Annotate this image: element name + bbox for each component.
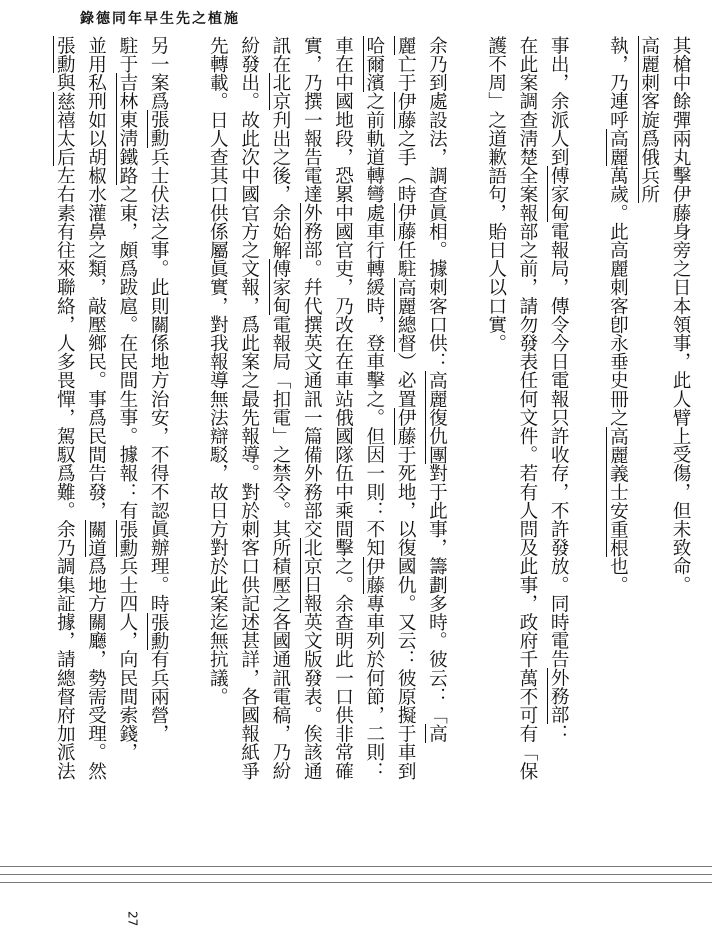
text-column: [633, 36, 664, 922]
proper-noun: 傅家甸: [269, 259, 291, 316]
proper-noun: 高麗復仇團: [426, 370, 448, 464]
proper-noun: 外務部: [301, 203, 323, 260]
text-column: 其槍中餘彈兩丸擊伊藤身旁之日本領事，此人臂上受傷，但未致命。: [670, 36, 691, 594]
proper-noun: 高麗總督: [395, 277, 417, 353]
text-column: 並用私刑如以胡椒水灌鼻之類，敲壓鄉民。事爲民間告發，關道爲地方關廳，勢需受理。然: [85, 36, 107, 781]
text-column: 哈爾濱之前軌道轉彎處車行轉緩時，登車擊之。但因一則：不知伊藤專車列於何節，二則：: [363, 36, 385, 781]
scan-line: [0, 874, 712, 875]
proper-noun: 北京: [269, 73, 291, 111]
page-body: [54, 36, 696, 926]
text-column: 訊在北京刋出之後，余始解傅家甸電報局「扣電」之禁令。其所積壓之各國通訊電稿，乃紛: [269, 36, 291, 781]
text-column: 在此案調查淸楚全案報部之前，請勿發表任何文件。若有人問及此事，政府千萬不可有「保: [516, 36, 538, 780]
running-head: 錄德同年早生先之植施: [80, 11, 240, 27]
text-column: 麗亡于伊藤之手（時伊藤任駐高麗總督）必置伊藤于死地，以復國仇。又云：彼原擬于車到: [395, 36, 417, 781]
proper-noun: 高麗刺客旋爲俄兵所: [638, 36, 660, 204]
proper-noun: 高: [426, 724, 448, 743]
proper-noun: 高麗: [607, 129, 629, 167]
proper-noun: 伊藤: [395, 408, 417, 446]
text-column: 紛發出。故此次中國官方之文報，爲此案之最先報導。對於刺客口供記述甚詳，各國報紙爭: [238, 36, 260, 780]
text-column: 實，乃撰一報告電達外務部。幷代撰英文通訊一篇備外務部交北京日報英文版發表。俟該通: [301, 36, 323, 781]
text-column: 另一案爲張勳兵士伏法之事。此則關係地方治安，不得不認眞辦理。時張勳有兵兩營，: [148, 36, 170, 743]
text-column: 車在中國地段，恐累中國官吏，乃改在在車站俄國隊伍中乘間擊之。余查明此一口供非常確: [332, 36, 354, 780]
text-column: 先轉載。日人查其口供係屬眞實，對我報導無法辯駁，故日方對於此案迄無抗議。: [207, 36, 229, 706]
proper-noun: 北京日報: [301, 538, 323, 613]
proper-noun: 外務部: [548, 668, 570, 725]
page-number: 27: [125, 910, 140, 926]
proper-noun: 吉林東淸鐵路: [116, 73, 138, 185]
proper-noun: 伊藤: [363, 556, 385, 595]
scan-line: [0, 866, 712, 867]
proper-noun: 高麗義士安重根: [607, 426, 629, 557]
proper-noun: 張勳: [116, 519, 138, 557]
scan-line: [0, 882, 712, 883]
proper-noun: 慈禧太后: [54, 91, 76, 167]
proper-noun: 伊藤: [395, 203, 417, 241]
proper-noun: 張勳: [148, 612, 170, 650]
text-column: 張勳與慈禧太后左右素有往來聯絡，人多畏憚，駕馭爲難。余乃調集証據，請總督府加派法: [54, 36, 76, 781]
proper-noun: 伊藤: [395, 91, 417, 130]
text-column: 事出，余派人到傅家甸電報局，傳令今日電報只許收存，不許發放。同時電告外務部：: [548, 36, 570, 743]
proper-noun: 張勳: [54, 36, 76, 74]
text-column: 護不周」之道歉語句，貽日人以口實。: [485, 36, 507, 353]
proper-noun: 張勳: [148, 110, 170, 148]
proper-noun: 麗: [395, 36, 417, 55]
text-column: 余乃到處設法，調查眞相。據刺客口供：高麗復仇團對于此事，籌劃多時。彼云：「高: [426, 36, 448, 743]
proper-noun: 傅家甸: [548, 166, 570, 223]
proper-noun: 哈爾濱: [363, 36, 385, 92]
text-column: 駐于吉林東淸鐵路之東，頗爲跋扈。在民間生事。據報：有張勳兵士四人，向民間索錢，: [116, 36, 138, 762]
text-column: 執，乃連呼高麗萬歲。此高麗刺客卽永垂史冊之高麗義士安重根也。: [607, 36, 629, 595]
proper-noun: 關道: [85, 519, 107, 557]
